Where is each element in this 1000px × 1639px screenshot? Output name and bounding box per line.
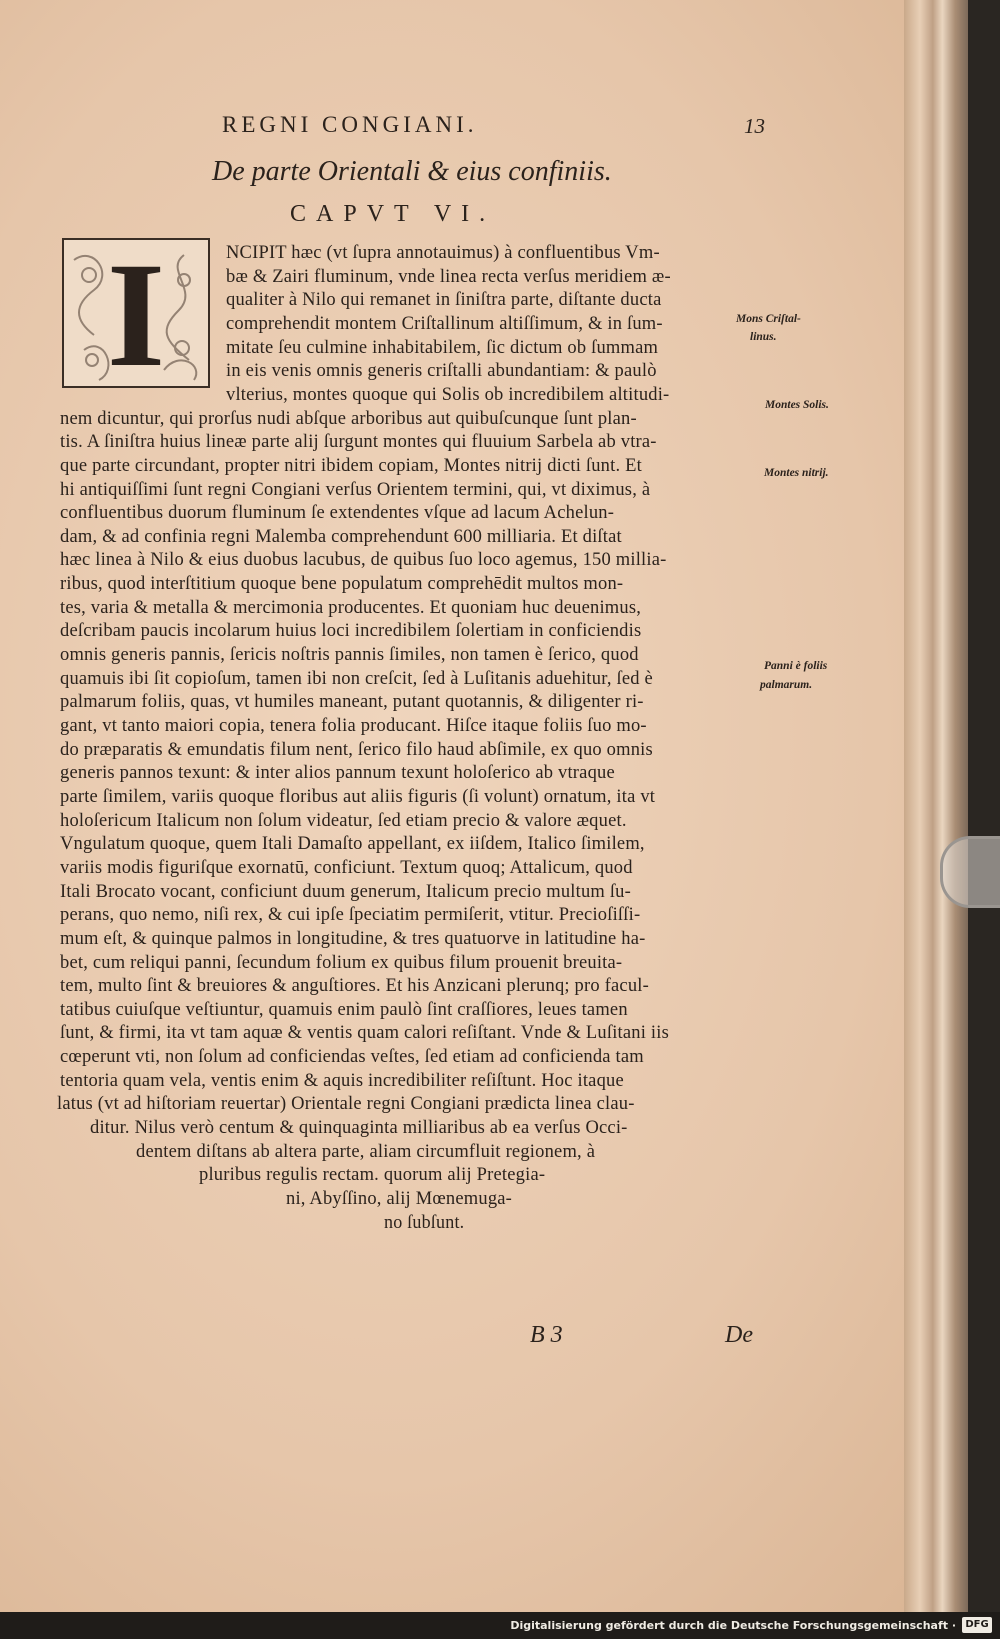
- text-line: quamuis ibi ſit copioſum, tamen ibi non creſcit, ſed à Luſitanis aduehitur, ſed è: [60, 668, 653, 689]
- text-line: mitate ſeu culmine inhabitabilem, ſic dictum ob ſummam: [226, 337, 659, 358]
- text-line: omnis generis pannis, ſericis noſtris pannis ſimiles, non tamen è ſerico, quod: [60, 645, 639, 666]
- text-line: ſunt, & firmi, ita vt tam aquæ & ventis quam calori reſiſtant. Vnde & Luſitani iis: [60, 1023, 669, 1044]
- text-line: nem dicuntur, qui prorſus nudi abſque arboribus aut quibuſcunque ſunt plan-: [60, 408, 637, 429]
- catchword: De: [725, 1322, 753, 1348]
- text-line: parte ſimilem, variis quoque floribus aut aliis figuris (ſi volunt) ornatum, ita vt: [60, 786, 656, 807]
- margin-note: Mons Criſtal-: [736, 313, 801, 325]
- text-line: dentem diſtans ab altera parte, aliam circumfluit regionem, à: [136, 1141, 596, 1162]
- text-line: palmarum foliis, quas, vt humiles maneant, putant quotannis, & diligenter ri-: [60, 692, 644, 713]
- text-line: cœperunt vti, non ſolum ad conficiendas veſtes, ſed etiam ad conficienda tam: [60, 1047, 644, 1068]
- text-line: hæc linea à Nilo & eius duobus lacubus, de quibus ſuo loco agemus, 150 millia-: [60, 550, 667, 571]
- text-line: tis. A ſiniſtra huius lineæ parte alij ſurgunt montes qui fluuium Sarbela ab vtra-: [60, 432, 657, 453]
- text-line: no ſubſunt.: [384, 1212, 465, 1233]
- text-line: que parte circundant, propter nitri ibidem copiam, Montes nitrij dicti ſunt. Et: [60, 455, 642, 476]
- text-line: generis pannos texunt: & inter alios pannum texunt holoſerico ab vtraque: [60, 763, 615, 784]
- dfg-logo: DFG: [962, 1617, 992, 1633]
- text-line: mum eſt, & quinque palmos in longitudine, & tres quatuorve in latitudine ha-: [60, 928, 646, 949]
- book-clip: [940, 836, 1000, 908]
- text-line: do præparatis & emundatis filum nent, ſerico filo haud abſimile, ex quo omnis: [60, 739, 653, 760]
- text-line: tes, varia & metalla & mercimonia producentes. Et quoniam huc deuenimus,: [60, 597, 642, 618]
- text-line: NCIPIT hæc (vt ſupra annotauimus) à confluentibus Vm-: [226, 243, 660, 263]
- margin-note: Montes nitrij.: [764, 467, 829, 479]
- text-line: tatibus cuiuſque veſtiuntur, quamuis enim paulò ſint craſſiores, leues tamen: [60, 999, 628, 1020]
- text-line: ditur. Nilus verò centum & quinquaginta milliaribus ab ea verſus Occi-: [90, 1118, 628, 1139]
- text-line: tentoria quam vela, ventis enim & aquis incredibiliter reſiſtunt. Hoc itaque: [60, 1070, 624, 1091]
- text-line: hi antiquiſſimi ſunt regni Congiani verſus Orientem termini, qui, vt diximus, à: [60, 479, 651, 500]
- text-line: qualiter à Nilo qui remanet in ſiniſtra parte, diſtante ducta: [226, 290, 662, 311]
- text-line: pluribus regulis rectam. quorum alij Pretegia-: [199, 1165, 546, 1186]
- margin-note: linus.: [750, 331, 777, 343]
- chapter-number: CAPVT VI.: [290, 201, 496, 227]
- margin-note: palmarum.: [760, 679, 813, 691]
- text-line: confluentibus duorum fluminum ſe extendentes vſque ad lacum Achelun-: [60, 503, 615, 524]
- text-line: comprehendit montem Criſtallinum altiſſimum, & in ſum-: [226, 313, 663, 334]
- running-head: REGNI CONGIANI.: [222, 112, 478, 137]
- text-line: Itali Brocato vocant, conficiunt duum generum, Italicum precio multum ſu-: [60, 881, 631, 902]
- page-edges: [904, 0, 968, 1612]
- initial-letter: I: [106, 238, 166, 388]
- text-line: latus (vt ad hiſtoriam reuertar) Orientale regni Congiani prædicta linea clau-: [57, 1094, 635, 1115]
- signature-mark: B 3: [530, 1322, 563, 1348]
- text-line: variis modis figuriſque exornatū, conficiunt. Textum quoq; Attalicum, quod: [60, 857, 633, 878]
- text-line: gant, vt tanto maiori copia, tenera folia producant. Hiſce itaque foliis ſuo mo-: [60, 716, 647, 736]
- page-number: 13: [744, 114, 765, 138]
- decorated-initial: [62, 238, 210, 388]
- margin-note: Panni è foliis: [764, 660, 828, 672]
- text-line: Vngulatum quoque, quem Itali Damaſto appellant, ex iiſdem, Italico ſimilem,: [60, 834, 645, 855]
- text-line: dam, & ad confinia regni Malemba comprehendunt 600 milliaria. Et diſtat: [60, 526, 622, 547]
- text-line: bet, cum reliqui panni, ſecundum folium ex quibus filum prouenit breuita-: [60, 952, 623, 973]
- text-line: tem, multo ſint & breuiores & anguſtiores. Et his Anzicani plerunq; pro facul-: [60, 976, 649, 997]
- text-line: ni, Abyſſino, alij Mœnemuga-: [286, 1189, 513, 1209]
- text-line: deſcribam paucis incolarum huius loci incredibilem ſolertiam in conficiendis: [60, 621, 642, 642]
- text-line: vlterius, montes quoque qui Solis ob incredibilem altitudi-: [226, 384, 670, 405]
- text-line: perans, quo nemo, niſi rex, & cui ipſe ſpeciatim permiſerit, vtitur. Precioſiſſi-: [60, 905, 641, 926]
- chapter-title: De parte Orientali & eius confiniis.: [212, 156, 612, 187]
- footer-credit: Digitalisierung gefördert durch die Deutsche Forschungsgemeinschaft ·: [510, 1619, 956, 1632]
- margin-note: Montes Solis.: [765, 399, 829, 411]
- text-line: ribus, quod interſtitium quoque bene populatum comprehēdit multos mon-: [60, 574, 624, 595]
- text-line: in eis venis omnis generis criſtalli abundantiam: & paulò: [226, 361, 657, 382]
- text-line: holoſericum Italicum non ſolum videatur, ſed etiam precio & valore æquet.: [60, 810, 627, 831]
- text-line: bæ & Zairi fluminum, vnde linea recta verſus meridiem æ-: [226, 266, 671, 287]
